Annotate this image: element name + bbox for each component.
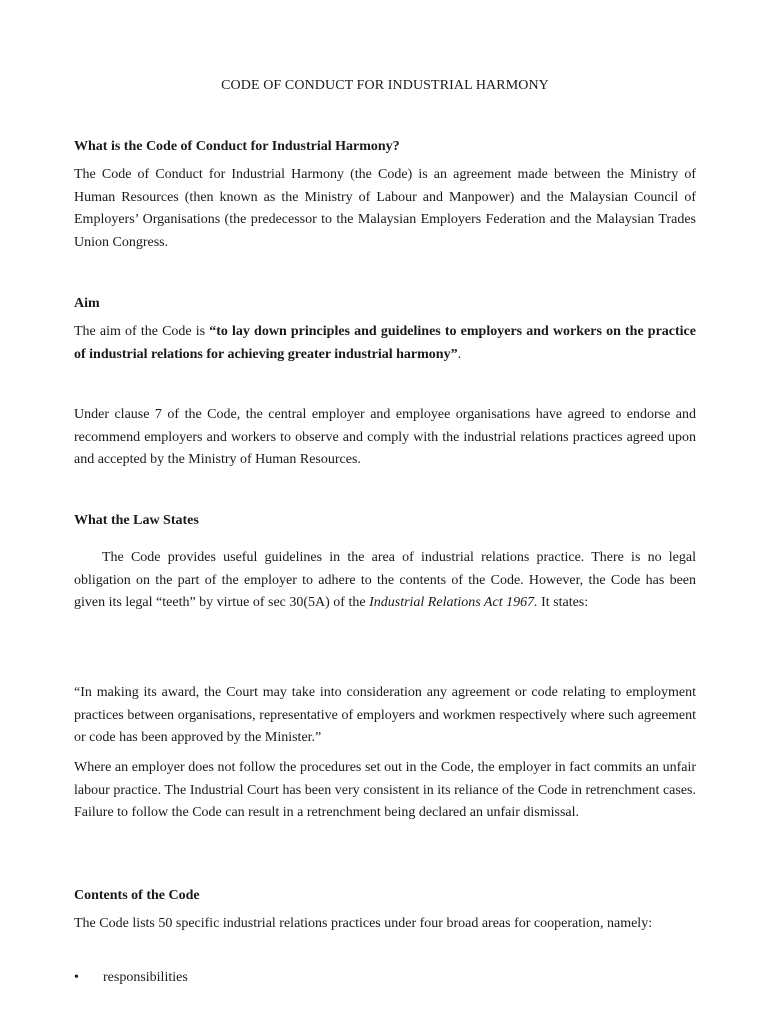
paragraph-contents: The Code lists 50 specific industrial relations practices under four broad areas for cooperation, namely: bbox=[74, 916, 653, 931]
paragraph-aim bbox=[74, 321, 696, 366]
aim-end-text: . bbox=[457, 346, 462, 362]
document-title: CODE OF CONDUCT FOR INDUSTRIAL HARMONY bbox=[221, 78, 549, 93]
heading-law: What the Law States bbox=[74, 513, 199, 528]
bullet-item-label: responsibilities bbox=[103, 970, 188, 985]
bullet-item bbox=[74, 969, 188, 987]
heading-contents: Contents of the Code bbox=[74, 888, 200, 903]
paragraph-law-quote: “In making its award, the Court may take into consideration any agreement or code relating to employment practices between organisations, representative of employers and workmen respectively where such agreement or code has been approved by the Minister.” bbox=[74, 685, 696, 745]
heading-aim: Aim bbox=[74, 296, 100, 311]
paragraph-law-2: Where an employer does not follow the procedures set out in the Code, the employer in fact commits an unfair labour practice. The Industrial Court has been very consistent in its reliance of the Code in retrenchment cases. Failure to follow the Code can result in a retrenchment being declared an unfair dismissal. bbox=[74, 760, 696, 820]
aim-quote: “to lay down principles and guidelines to employers and workers on the practice of industrial relations for achieving greater industrial harmony” bbox=[74, 324, 696, 362]
document-page bbox=[74, 0, 696, 1024]
paragraph-law-1 bbox=[74, 547, 696, 615]
paragraph-clause-7: Under clause 7 of the Code, the central employer and employee organisations have agreed to endorse and recommend employers and workers to observe and comply with the industrial relations practices agreed upon and accepted by the Ministry of Human Resources. bbox=[74, 407, 696, 467]
bullet-icon: • bbox=[74, 970, 79, 985]
act-name: Industrial Relations Act 1967. bbox=[369, 595, 538, 610]
aim-lead-text: The aim of the Code is bbox=[74, 324, 210, 339]
law-lead-text: The Code provides useful guidelines in the area of industrial relations practice. There is no legal obligation on the part of the employer to adhere to the contents of the Code. However, the Code has been given its legal “teeth” by virtue of sec 30(5A) of the bbox=[74, 550, 696, 610]
paragraph-what-is: The Code of Conduct for Industrial Harmony (the Code) is an agreement made between the Ministry of Human Resources (then known as the Ministry of Labour and Manpower) and the Malaysian Council of Employers’ Organisations (the predecessor to the Malaysian Employers Federation and the Malaysian Trades Union Congress. bbox=[74, 167, 696, 250]
law-end-text: It states: bbox=[537, 595, 589, 610]
heading-what-is: What is the Code of Conduct for Industrial Harmony? bbox=[74, 139, 400, 154]
